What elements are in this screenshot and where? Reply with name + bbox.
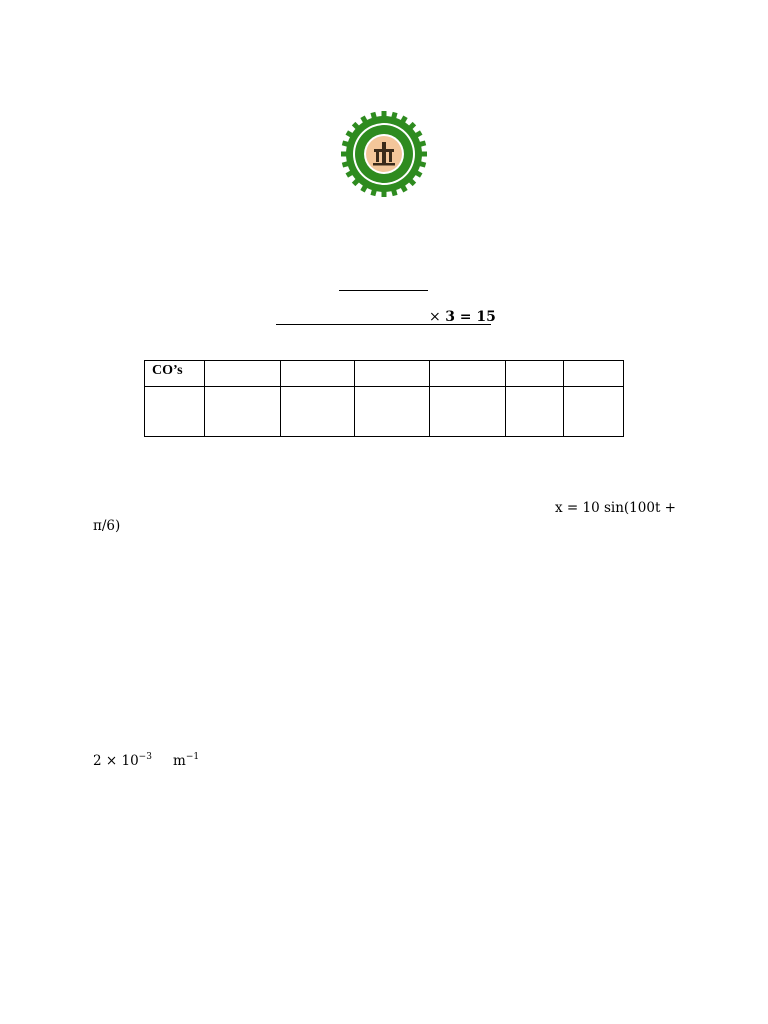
coefficient-expression	[93, 752, 152, 769]
table-cell	[205, 387, 281, 437]
coefficient-exponent: −3	[138, 752, 152, 762]
gear-tooth	[419, 152, 427, 157]
gear-tooth	[382, 111, 387, 119]
table-cell	[564, 361, 624, 387]
gear-tooth	[382, 189, 387, 197]
table-cell	[506, 387, 564, 437]
table-cell	[355, 387, 430, 437]
table-cell	[430, 361, 506, 387]
table-cell	[355, 361, 430, 387]
institute-logo	[341, 111, 427, 197]
unit-exponent: −1	[185, 752, 200, 762]
table-row	[145, 361, 624, 387]
table-cell	[281, 361, 355, 387]
unit-expression	[173, 752, 199, 769]
table-cell	[506, 361, 564, 387]
marks-multiply: ×	[429, 309, 446, 325]
marks-line	[429, 309, 496, 325]
course-outcome-table	[144, 360, 624, 437]
unit-base: m	[173, 753, 186, 769]
marks-value: 3 = 15	[445, 309, 496, 325]
equation-part2: π/6)	[93, 518, 121, 534]
co-header-cell: CO’s	[145, 361, 205, 387]
table-cell	[205, 361, 281, 387]
gear-tooth	[341, 152, 349, 157]
table-cell	[564, 387, 624, 437]
table-cell	[281, 387, 355, 437]
coefficient-base: 2 × 10	[93, 753, 139, 769]
equation-part1: x = 10 sin(100t +	[555, 500, 676, 516]
table-row	[145, 387, 624, 437]
title-underline	[339, 290, 428, 291]
table-cell	[145, 387, 205, 437]
table-cell	[430, 387, 506, 437]
